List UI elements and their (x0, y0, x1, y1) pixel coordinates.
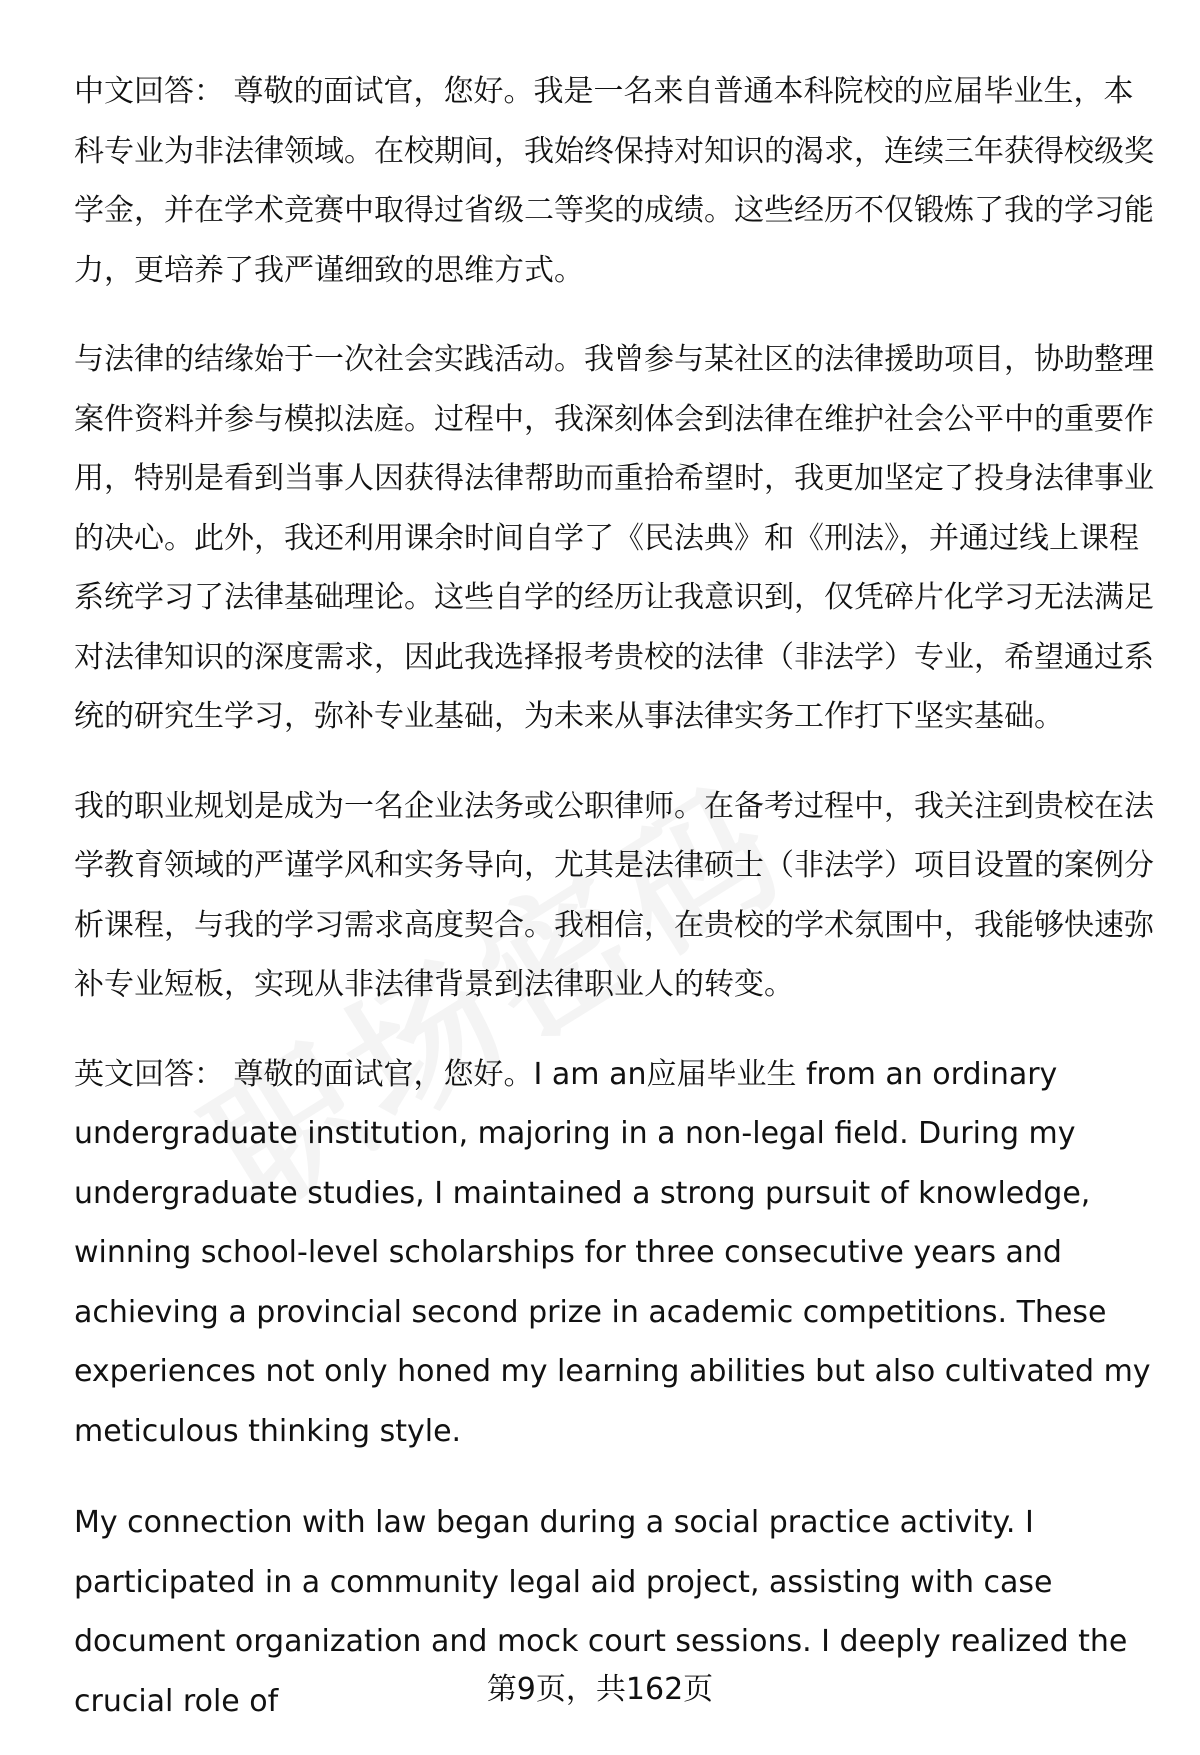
paragraph-english-law-connection: My connection with law began during a social practice activity. I participated in a community legal aid project, assisting with case document organization and mock court sessions. I deeply realized the crucial role of (74, 1505, 1128, 1719)
document-body (74, 62, 1154, 1731)
paragraph-career-plan: 我的职业规划是成为一名企业法务或公职律师。在备考过程中，我关注到贵校在法学教育领域的严谨学风和实务导向，尤其是法律硕士（非法学）项目设置的案例分析课程，与我的学习需求高度契合。我相信，在贵校的学术氛围中，我能够快速弥补专业短板，实现从非法律背景到法律职业人的转变。 (74, 788, 1154, 1002)
paragraph-english-answer-intro: 英文回答： 尊敬的面试官，您好。I am an应届毕业生 from an ordinary undergraduate institution, majoring in a non-legal field. During my undergraduate studies, I maintained a strong pursuit of knowledge, winning school-level scholarships for three consecutive years and achieving a provincial second prize in academic competitions. These experiences not only honed my learning abilities but also cultivated my meticulous thinking style. (74, 1056, 1151, 1449)
paragraph-chinese-answer-intro: 中文回答： 尊敬的面试官，您好。我是一名来自普通本科院校的应届毕业生，本科专业为非法律领域。在校期间，我始终保持对知识的渴求，连续三年获得校级奖学金，并在学术竞赛中取得过省级二等奖的成绩。这些经历不仅锻炼了我的学习能力，更培养了我严谨细致的思维方式。 (74, 74, 1154, 288)
paragraph-law-connection: 与法律的结缘始于一次社会实践活动。我曾参与某社区的法律援助项目，协助整理案件资料并参与模拟法庭。过程中，我深刻体会到法律在维护社会公平中的重要作用，特别是看到当事人因获得法律帮助而重拾希望时，我更加坚定了投身法律事业的决心。此外，我还利用课余时间自学了《民法典》和《刑法》，并通过线上课程系统学习了法律基础理论。这些自学的经历让我意识到，仅凭碎片化学习无法满足对法律知识的深度需求，因此我选择报考贵校的法律（非法学）专业，希望通过系统的研究生学习，弥补专业基础，为未来从事法律实务工作打下坚实基础。 (74, 342, 1154, 734)
page-number-footer: 第9页，共162页 (486, 1672, 714, 1707)
